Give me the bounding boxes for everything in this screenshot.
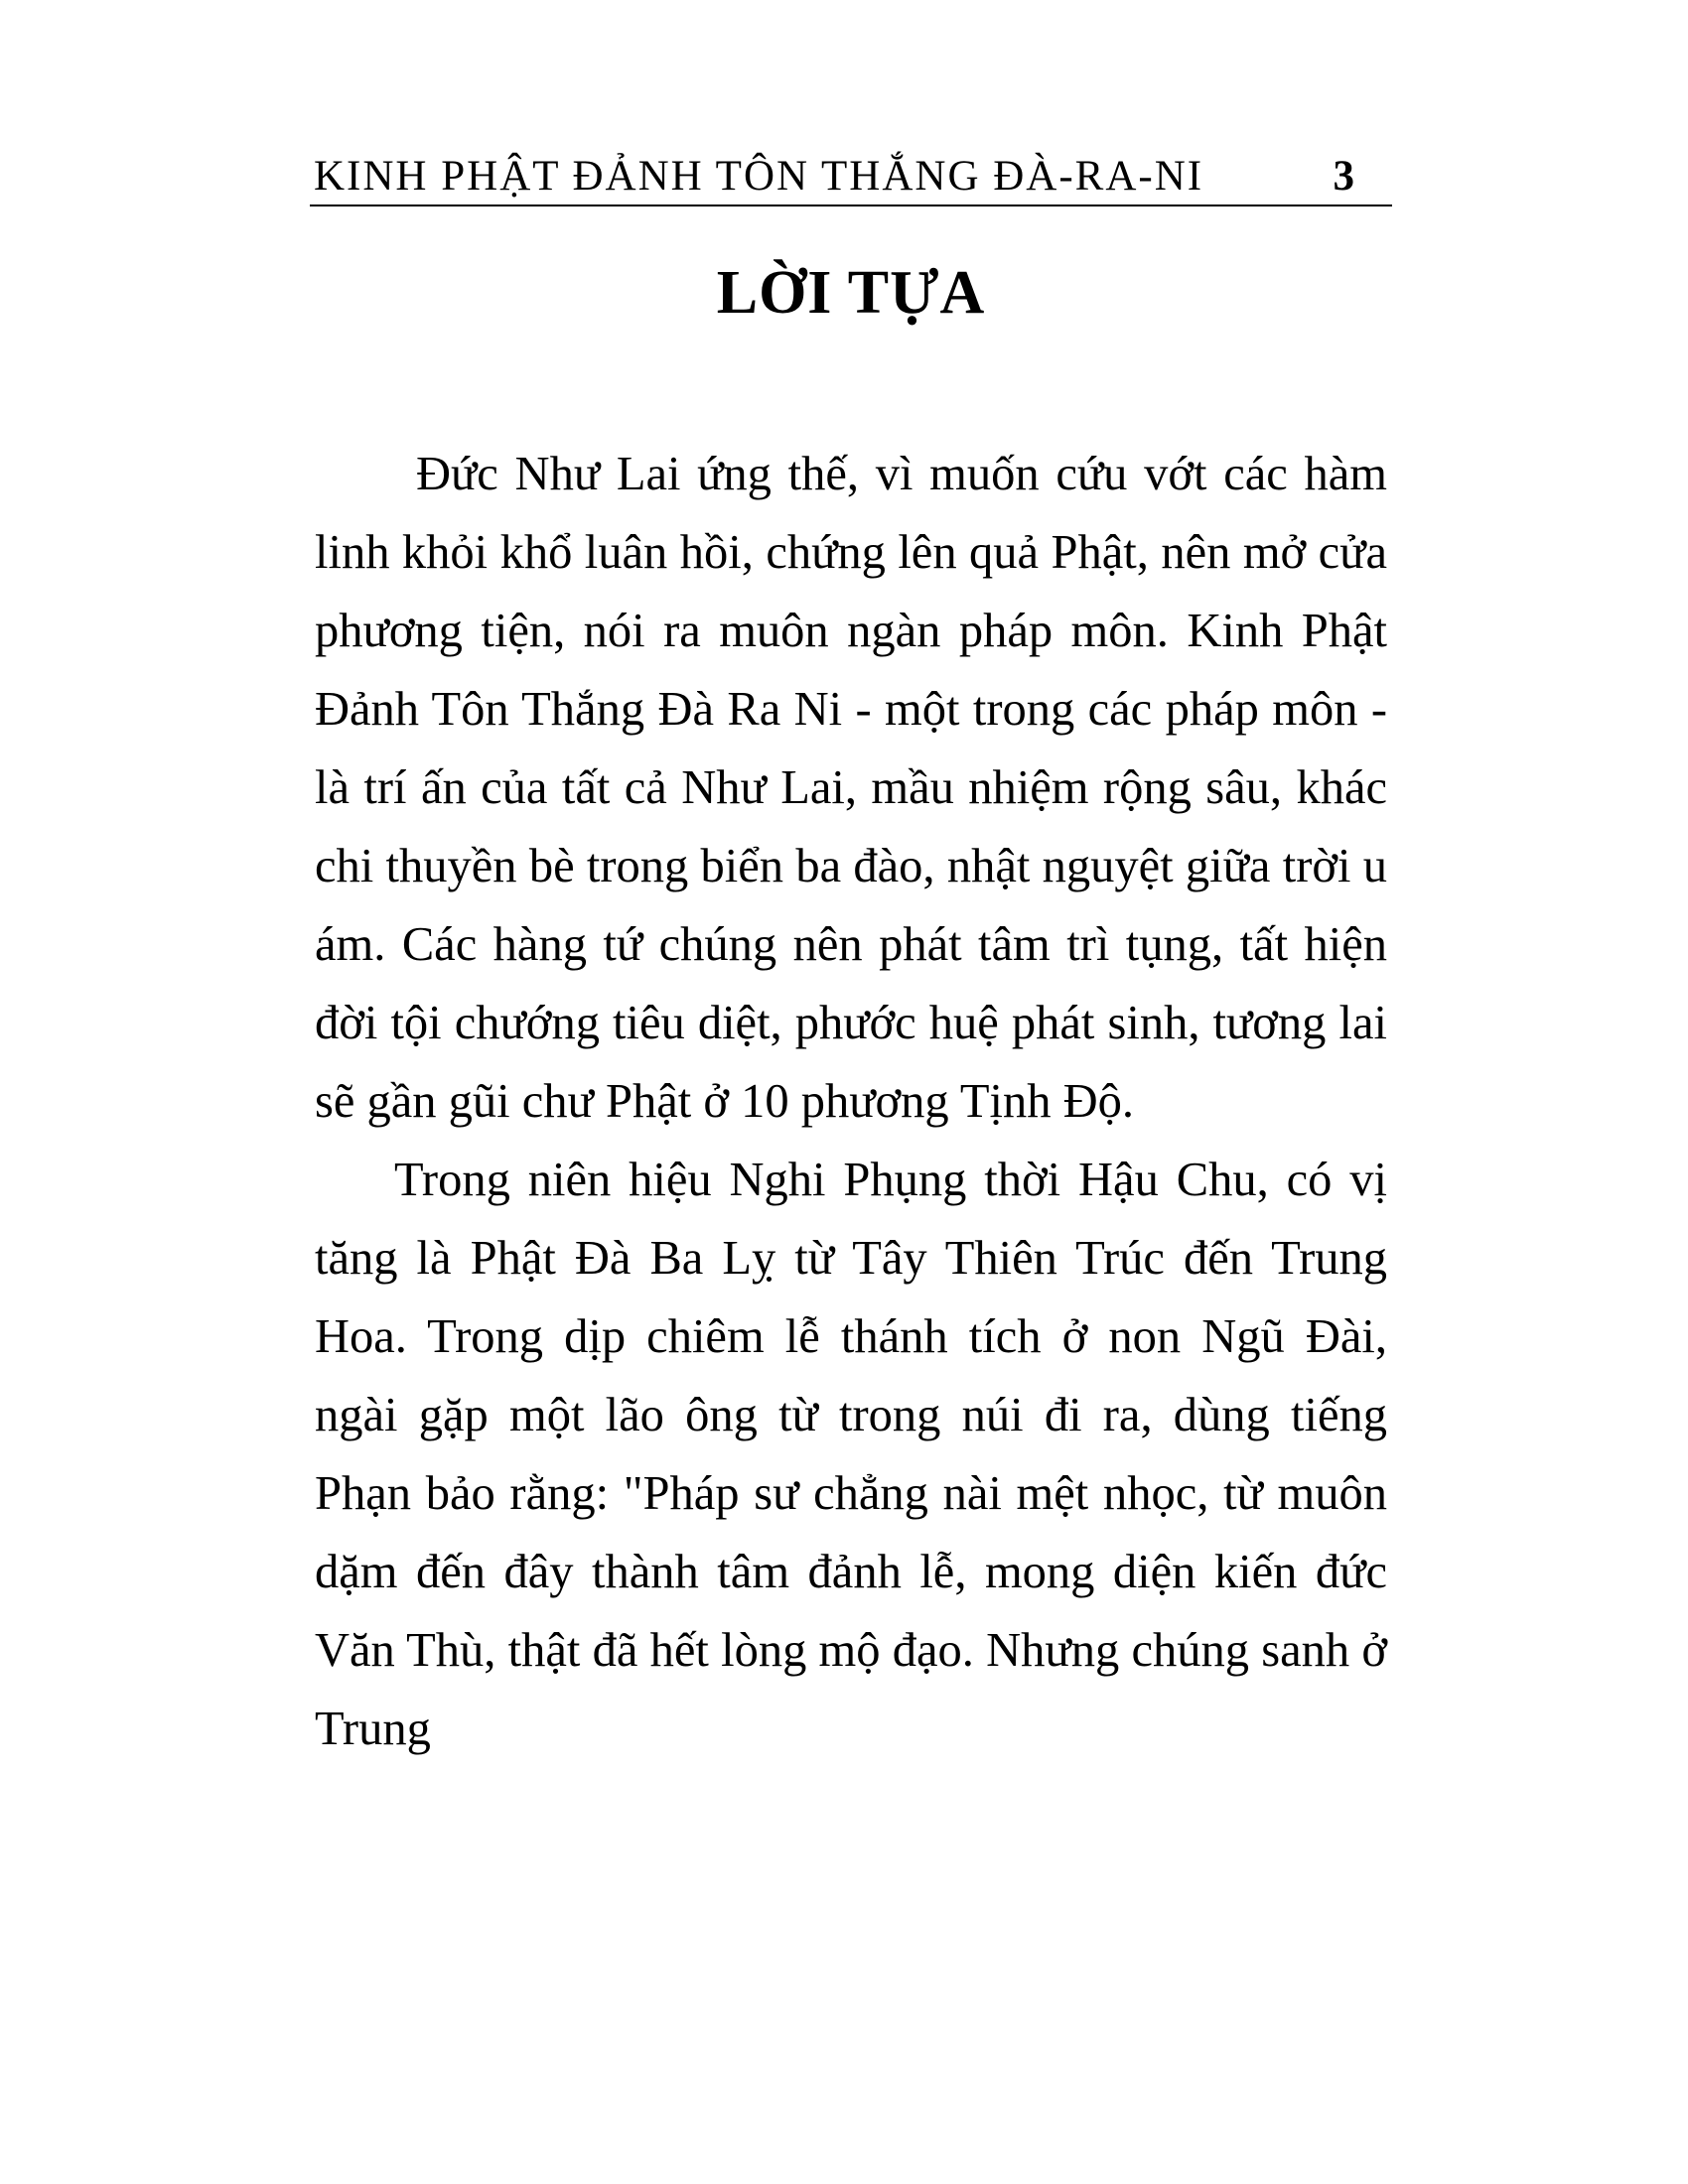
page-number: 3 (1333, 153, 1354, 200)
page-header (310, 149, 1392, 206)
paragraph-1: Đức Như Lai ứng thế, vì muốn cứu vớt các hàm linh khỏi khổ luân hồi, chứng lên quả Phật, nên mở cửa phương tiện, nói ra muôn ngàn pháp môn. Kinh Phật Đảnh Tôn Thắng Đà Ra Ni - một trong các pháp môn - là trí ấn của tất cả Như Lai, mầu nhiệm rộng sâu, khác chi thuyền bè trong biển ba đào, nhật nguyệt giữa trời u ám. Các hàng tứ chúng nên phát tâm trì tụng, tất hiện đời tội chướng tiêu diệt, phước huệ phát sinh, tương lai sẽ gần gũi chư Phật ở 10 phương Tịnh Độ. (315, 448, 1387, 1128)
paragraph-2: Trong niên hiệu Nghi Phụng thời Hậu Chu, có vị tăng là Phật Đà Ba Lỵ từ Tây Thiên Trúc đến Trung Hoa. Trong dịp chiêm lễ thánh tích ở non Ngũ Đài, ngài gặp một lão ông từ trong núi đi ra, dùng tiếng Phạn bảo rằng: "Pháp sư chẳng nài mệt nhọc, từ muôn dặm đến đây thành tâm đảnh lễ, mong diện kiến đức Văn Thù, thật đã hết lòng mộ đạo. Nhưng chúng sanh ở Trung (315, 1154, 1387, 1755)
running-title: KINH PHẬT ĐẢNH TÔN THẮNG ĐÀ-RA-NI (314, 153, 1204, 200)
chapter-title: LỜI TỰA (716, 259, 986, 327)
body-text (315, 435, 1387, 1768)
